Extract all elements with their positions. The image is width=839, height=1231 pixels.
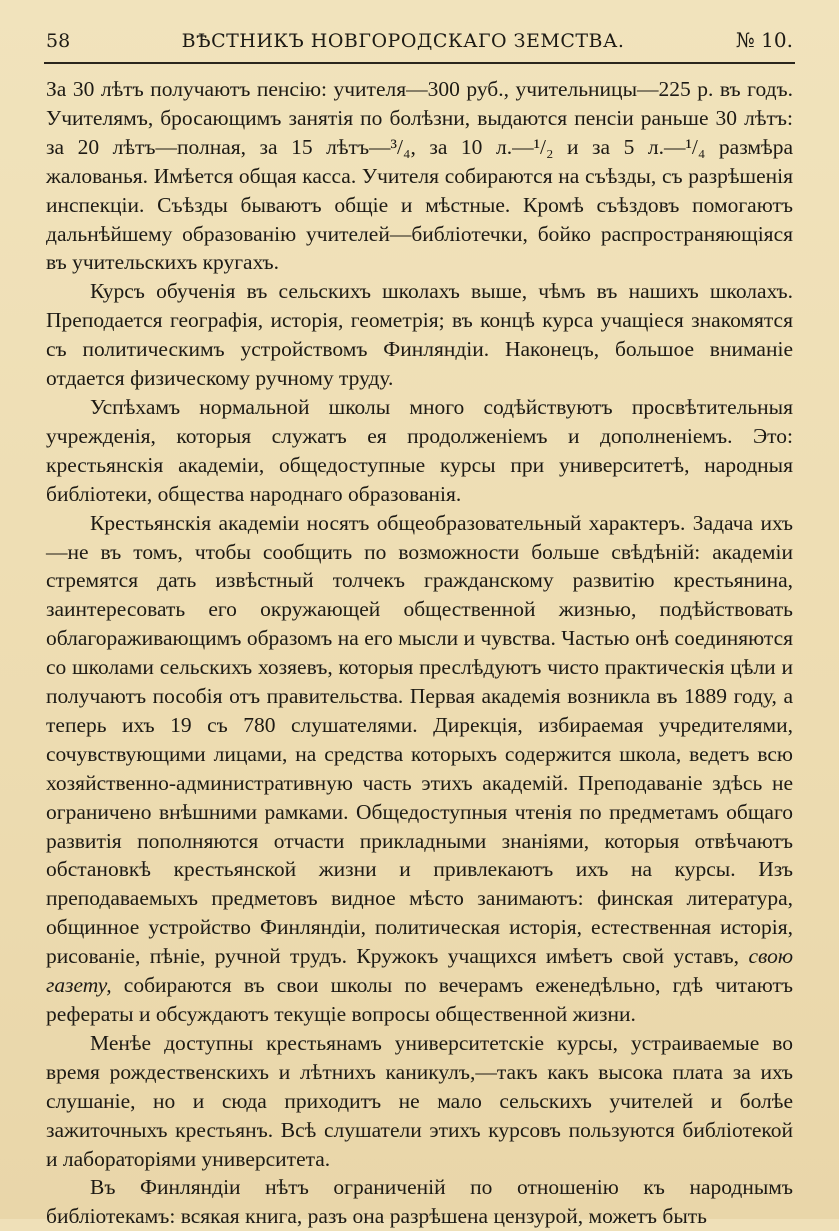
article-body bbox=[46, 75, 793, 1231]
paragraph-university-courses: Менѣе доступны крестьянамъ университетскіе курсы, устраиваемые во время рождественскихъ и лѣтнихъ каникулъ,—такъ какъ высока плата за ихъ слушаніе, но и сюда приходитъ не мало сельскихъ учителей и болѣе зажиточныхъ крестьянъ. Всѣ слушатели этихъ курсовъ пользуются библіотекой и лабораторіями университета. bbox=[46, 1030, 793, 1171]
page-number: 58 bbox=[46, 30, 71, 52]
paragraph-libraries: Въ Финляндіи нѣтъ ограниченій по отношенію къ народнымъ библіотекамъ: всякая книга, разъ она разрѣшена цензурой, можетъ быть bbox=[46, 1175, 793, 1229]
issue-number: № 10. bbox=[735, 28, 793, 52]
academies-text-after: собираются въ свои школы по вечерамъ еженедѣльно, гдѣ читаютъ рефераты и обсуждаютъ текущіе вопросы общественной жизни. bbox=[46, 973, 793, 1026]
running-header bbox=[46, 28, 793, 62]
paragraph-institutions: Успѣхамъ нормальной школы много содѣйствуютъ просвѣтительныя учрежденія, которыя служатъ ея продолженіемъ и дополненіемъ. Это: крестьянскія академіи, общедоступные курсы при университетѣ, народныя библіотеки, общества народнаго образованія. bbox=[46, 394, 793, 506]
journal-title: ВѢСТНИКЪ НОВГОРОДСКАГО ЗЕМСТВА. bbox=[181, 30, 625, 52]
paragraph-curriculum: Курсъ обученія въ сельскихъ школахъ выше, чѣмъ въ нашихъ школахъ. Преподается географія, исторія, геометрія; въ концѣ курса учащіеся знакомятся съ политическимъ устройствомъ Финляндіи. Наконецъ, большое вниманіе отдается физическому ручному труду. bbox=[46, 279, 793, 391]
academies-text-before: Крестьянскія академіи носятъ общеобразовательный характеръ. Задача ихъ—не въ томъ, чтобы сообщить по возможности больше свѣдѣній: академіи стремятся дать извѣстный толчекъ гражданскому развитію крестьянина, заинтересовать его окружающей общественной жизнью, подѣйствовать облагораживающимъ образомъ на его мысли и чувства. Частью онѣ соединяются со школами сельскихъ хозяевъ, которыя преслѣдуютъ чисто практическія цѣли и получаютъ пособія отъ правительства. Первая академія возникла въ 1889 году, а теперь ихъ 19 съ 780 слушателями. Дирекція, избираемая учредителями, сочувствующими лицами, на средства которыхъ содержится школа, ведетъ всю хозяйственно-административную часть этихъ академій. Преподаваніе здѣсь не ограничено внѣшними рамками. Общедоступныя чтенія по предметамъ общаго развитія пополняются отчасти прикладными знаніями, которыя отвѣчаютъ обстановкѣ крестьянской жизни и привлекаютъ ихъ на курсы. Изъ преподаваемыхъ предметовъ видное мѣсто занимаютъ: финская литература, общинное устройство Финляндіи, политическая исторія, естественная исторія, рисованіе, пѣніе, ручной трудъ. Кружокъ учащихся имѣетъ свой уставъ, bbox=[46, 510, 793, 969]
header-rule bbox=[44, 62, 795, 64]
paragraph-peasant-academies bbox=[46, 509, 793, 1029]
academies-italic-newspaper: свою газету, bbox=[46, 944, 793, 998]
paragraph-pensions: За 30 лѣтъ получаютъ пенсію: учителя—300 руб., учительницы—225 р. въ годъ. Учителямъ, бросающимъ занятія по болѣзни, выдаются пенсіи раньше 30 лѣтъ: за 20 лѣтъ—полная, за 15 лѣтъ—³/₄, за 10 л.—¹/₂ и за 5 л.—¹/₄ размѣра жалованья. Имѣется общая касса. Учителя собираются на съѣзды, съ разрѣшенія инспекціи. Съѣзды бываютъ общіе и мѣстные. Кромѣ съѣздовъ помогаютъ дальнѣйшему образованію учителей—библіотечки, бойко распространяющіяся въ учительскихъ кругахъ. bbox=[46, 77, 793, 275]
